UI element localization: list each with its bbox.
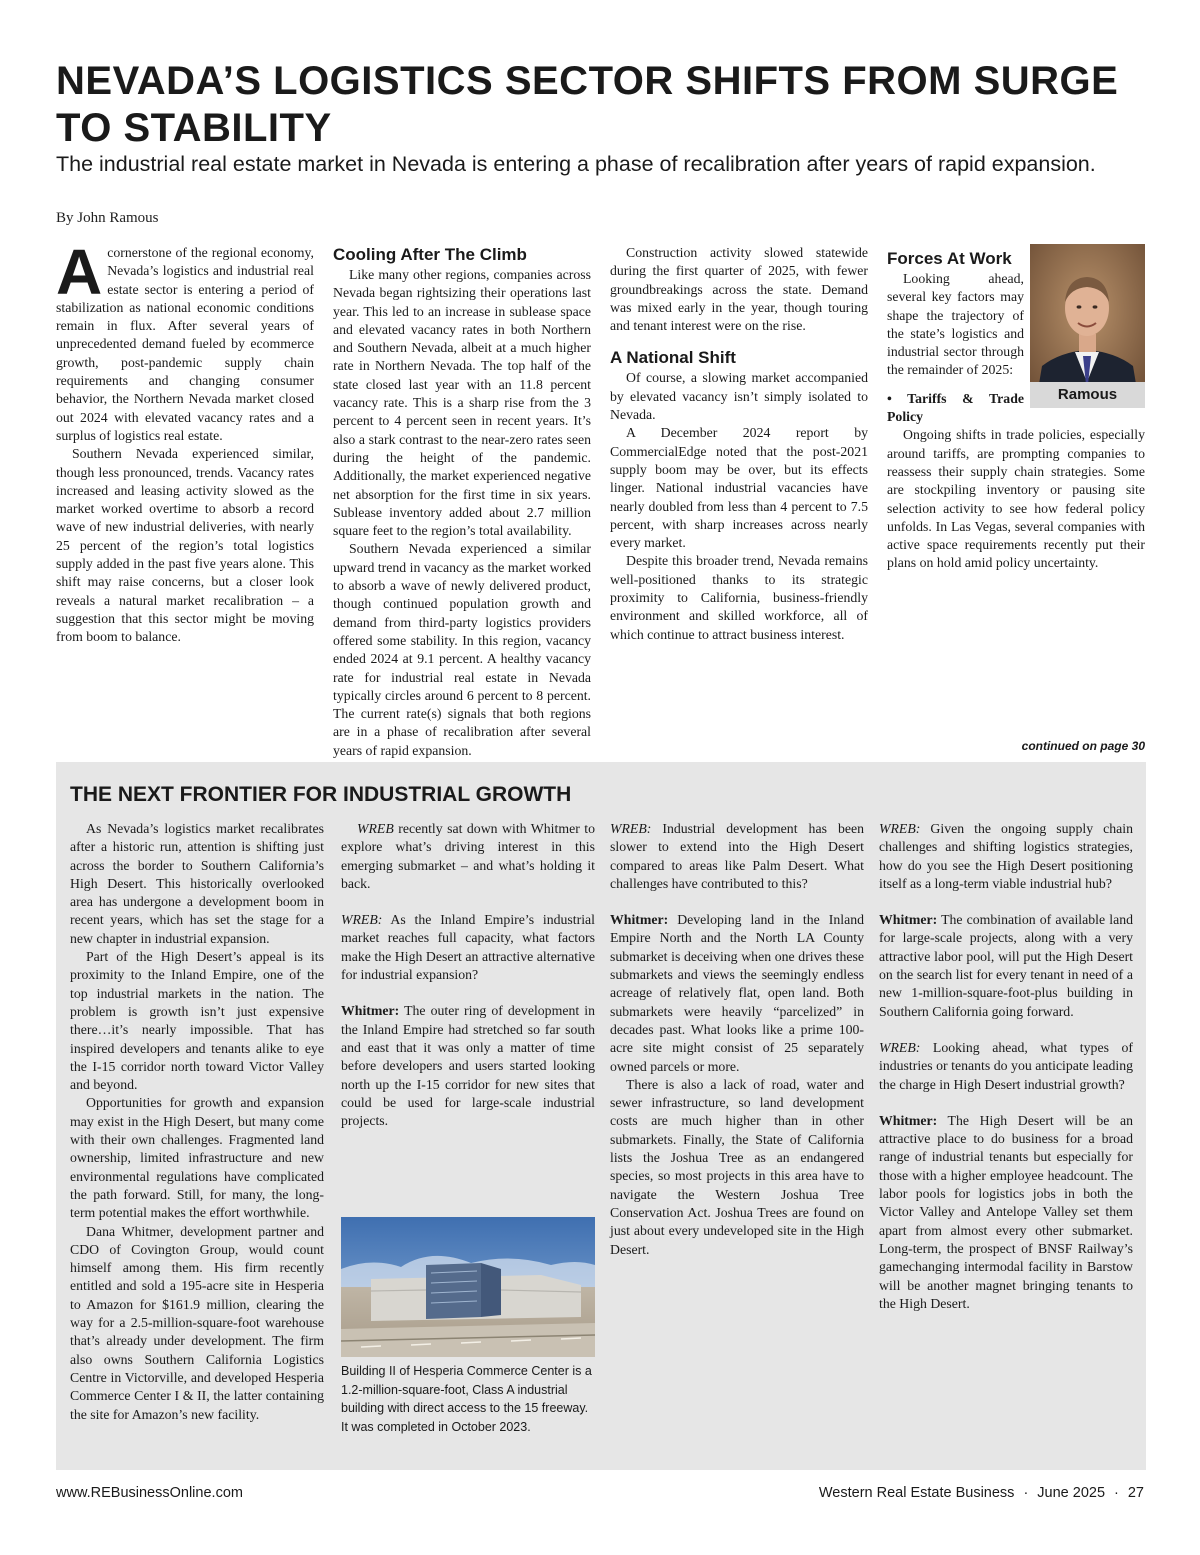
photo-caption: Ramous [1030,382,1145,408]
bullet-heading: • Tariffs & Trade Policy [887,390,1024,425]
answer [341,1002,595,1130]
whitmer-label: Whitmer: [610,912,669,928]
sidebar-column-2 [341,820,595,1130]
paragraph: Like many other regions, companies across Nevada began rightsizing their operations last year. This led to an increase in sublease space and elevated vacancy rates in both Northern and Southern Nevada, albeit at a much higher rate in Northern Nevada. The top half of the state closed last year with an 11.8 percent vacancy rate. This is a sharp rise from the 3 percent to 4 percent seen in recent years. It’s also a stark contrast to the near-zero rates seen during the height of the pandemic. Additionally, the market experienced negative net absorption for the first time in six years. Sublease inventory added about 2.7 million square feet to the region’s total availability. [333,267,591,539]
article-column-2 [333,244,591,760]
paragraph: As Nevada’s logistics market recalibrates after a historic run, attention is shifting just across the border to Southern California’s High Desert. This historically overlooked area has undergone a development boom in recent years, which has set the stage for a new chapter in industrial expansion. [70,821,324,946]
question-text: As the Inland Empire’s industrial market reaches full capacity, what factors make the High Desert an attractive alternative for industrial expansion? [341,912,595,983]
question [610,820,864,893]
article-column-1 [56,236,314,647]
paragraph: Looking ahead, several key factors may shape the trajectory of the state’s logistics and industrial sector through the remainder of 2025: [887,271,1024,378]
whitmer-label: Whitmer: [879,1112,938,1128]
building-photo-caption: Building II of Hesperia Commerce Center is a 1.2-million-square-foot, Class A industrial building with direct access to the 15 freeway. It was completed in October 2023. [341,1364,592,1434]
answer [879,911,1133,1021]
answer [610,911,864,1076]
subhead-national: A National Shift [610,348,736,368]
answer-text: The combination of available land for large-scale projects, along with a very attractive labor pool, will put the High Desert on the search list for every tenant in need of a new 1-million-square-foot-plus building in Southern California going forward. [879,912,1133,1019]
issue-date: June 2025 [1037,1485,1106,1501]
answer-text: The High Desert will be an attractive place to do business for a broad range of industrial tenants but especially for those with a higher employee headcount. The labor pools for logistics jobs in both the Victor Valley and Antelope Valley set them apart from almost every other submarket. Long-term, the prospect of BNSF Railway’s gamechanging intermodal facility in Barstow will be another magnet bringing tenants to the High Desert. [879,1112,1133,1311]
question [879,820,1133,893]
paragraph: Of course, a slowing market accompanied by elevated vacancy isn’t simply isolated to Nevada. [610,370,868,423]
sidebar-title: THE NEXT FRONTIER FOR INDUSTRIAL GROWTH [70,783,572,806]
byline: By John Ramous [56,210,159,226]
subhead-forces: Forces At Work [887,249,1012,268]
paragraph [341,820,595,893]
publication-name: Western Real Estate Business [818,1485,1015,1501]
answer-text: The outer ring of development in the Inland Empire had stretched so far south and east that it was only a matter of time before developers and users started looking north up the I-15 corridor for new sites that could be used for large-scale industrial projects. [341,1003,595,1129]
question-text: Given the ongoing supply chain challenges and shifting logistics strategies, how do you see the High Desert positioning itself as a long-term viable industrial hub? [879,821,1133,891]
author-photo [1030,244,1145,408]
paragraph: Dana Whitmer, development partner and CDO of Covington Group, would count himself among them. His firm recently entitled and sold a 195-acre site in Hesperia to Amazon for $161.9 million, clearing the way for a 2.5-million-square-foot warehouse that’s already under development. The firm also owns Southern California Logistics Centre in Victorville, and developed Hesperia Commerce Center I & II, the latter containing the site for Amazon’s new facility. [70,1223,324,1422]
wreb-label: WREB: [879,1039,921,1055]
answer [879,1112,1133,1313]
question-text: Industrial development has been slower to extend into the High Desert compared to areas like Palm Desert. What challenges have contributed to this? [610,821,864,891]
question [879,1039,1133,1094]
footer-url: www.REBusinessOnline.com [56,1485,243,1501]
intro-paragraph [56,236,314,445]
wreb-label: WREB: [341,912,383,928]
paragraph: Ongoing shifts in trade policies, especially around tariffs, are prompting companies to reassess their supply chain strategies. Some are stockpiling inventory or pausing site selection activity to see how federal policy unfolds. In Las Vegas, several companies with active space requirements recently put their plans on hold amid policy uncertainty. [887,427,1145,571]
article-column-3 [610,244,868,644]
paragraph: A December 2024 report by CommercialEdge noted that the post-2021 supply boom may be over, but its effects linger. National industrial vacancies have nearly doubled from less than 4 percent to 7.5 percent, with sharp increases across nearly every market. [610,425,868,551]
continued-note: continued on page 30 [1021,739,1145,753]
paragraph: Construction activity slowed statewide during the first quarter of 2025, with fewer groundbreakings across the state. Demand was mixed early in the year, though touring and tenant interest were on the rise. [610,245,868,334]
separator: · [1023,1485,1029,1501]
whitmer-label: Whitmer: [341,1003,400,1019]
subhead-cooling: Cooling After The Climb [333,245,527,264]
building-photo-svg [341,1217,595,1357]
footer-publication [819,1485,1144,1501]
building-photo [341,1217,595,1357]
paragraph-text: recently sat down with Whitmer to explore what’s driving interest in this emerging submarket – and what’s holding it back. [341,821,595,891]
wreb-lead: WREB [357,821,394,836]
sidebar-column-1 [70,820,324,1424]
paragraph: Despite this broader trend, Nevada remains well-positioned thanks to its strategic proximity to California, business-friendly environment and skilled workforce, all of which continue to attract business interest. [610,553,868,642]
sidebar-column-3 [610,820,864,1259]
page-number: 27 [1127,1485,1144,1501]
intro-text: cornerstone of the regional economy, Nevada’s logistics and industrial real estate sector is entering a period of stabilization as national economic conditions remain in flux. After several years of unprecedented demand fueled by ecommerce growth, post-pandemic supply chain requirements and changing consumer behavior, the Northern Nevada market closed out 2024 with elevated vacancy rates and a surplus of logistics real estate. [56,245,314,443]
wreb-label: WREB: [610,821,652,836]
question [341,911,595,984]
headline: NEVADA’S LOGISTICS SECTOR SHIFTS FROM SURGE TO STABILITY [56,59,1119,150]
paragraph: There is also a lack of road, water and sewer infrastructure, so land development costs are much higher than in other submarkets. Finally, the State of California lists the Joshua Tree as an endangered species, so most projects in this area have to navigate the Western Joshua Tree Conservation Act. Joshua Trees are found on just about every undeveloped site in the High Desert. [610,1076,864,1257]
paragraph: Part of the High Desert’s appeal is its proximity to the Inland Empire, one of the top industrial markets in the nation. The problem is growth isn’t just expensive there…it’s nearly impossible. That has inspired developers and tenants alike to eye the I-15 corridor north toward Victor Valley and beyond. [70,949,324,1093]
separator: · [1114,1485,1119,1501]
answer-text: Developing land in the Inland Empire North and the North LA County submarket is deceiving when one drives these submarkets and views the seemingly endless acreage of relatively flat, open land. Both submarkets were heavily “parcelized” in decades past. What looks like a prime 100-acre site might consist of 25 separately owned parcels or more. [610,912,864,1074]
drop-cap: A [56,236,103,308]
paragraph: Southern Nevada experienced a similar upward trend in vacancy as the market worked to absorb a wave of newly delivered product, though continued population growth and demand from third-party logistics providers offered some stability. In this region, vacancy ended 2024 at 9.1 percent. A healthy vacancy rate for industrial real estate in Nevada typically circles around 6 percent to 8 percent. The current rate(s) signals that both regions are in a phase of recalibration after several years of rapid expansion. [333,541,591,758]
deck: The industrial real estate market in Nevada is entering a phase of recalibration after years of rapid expansion. [56,152,1096,176]
question-text: Looking ahead, what types of industries or tenants do you anticipate leading the charge in High Desert industrial growth? [879,1039,1133,1092]
article-column-4 [887,244,1145,573]
paragraph: Opportunities for growth and expansion may exist in the High Desert, but many come with their own challenges. Fragmented land ownership, limited infrastructure and new environmental regulations have complicated the path forward. Still, for many, the long-term potential makes the effort worthwhile. [70,1095,324,1221]
sidebar-box [56,762,1146,1470]
whitmer-label: Whitmer: [879,912,938,928]
wreb-label: WREB: [879,821,921,836]
paragraph: Southern Nevada experienced similar, though less pronounced, trends. Vacancy rates increased and leasing activity slowed as the market worked overtime to absorb a record wave of new industrial deliveries, with nearly 25 percent of the region’s total logistics supply added in the past five years alone. This shift may raise concerns, but a closer look reveals a natural market recalibration – a suggestion that this sector might be moving from boom to balance. [56,446,314,645]
sidebar-column-4 [879,820,1133,1313]
